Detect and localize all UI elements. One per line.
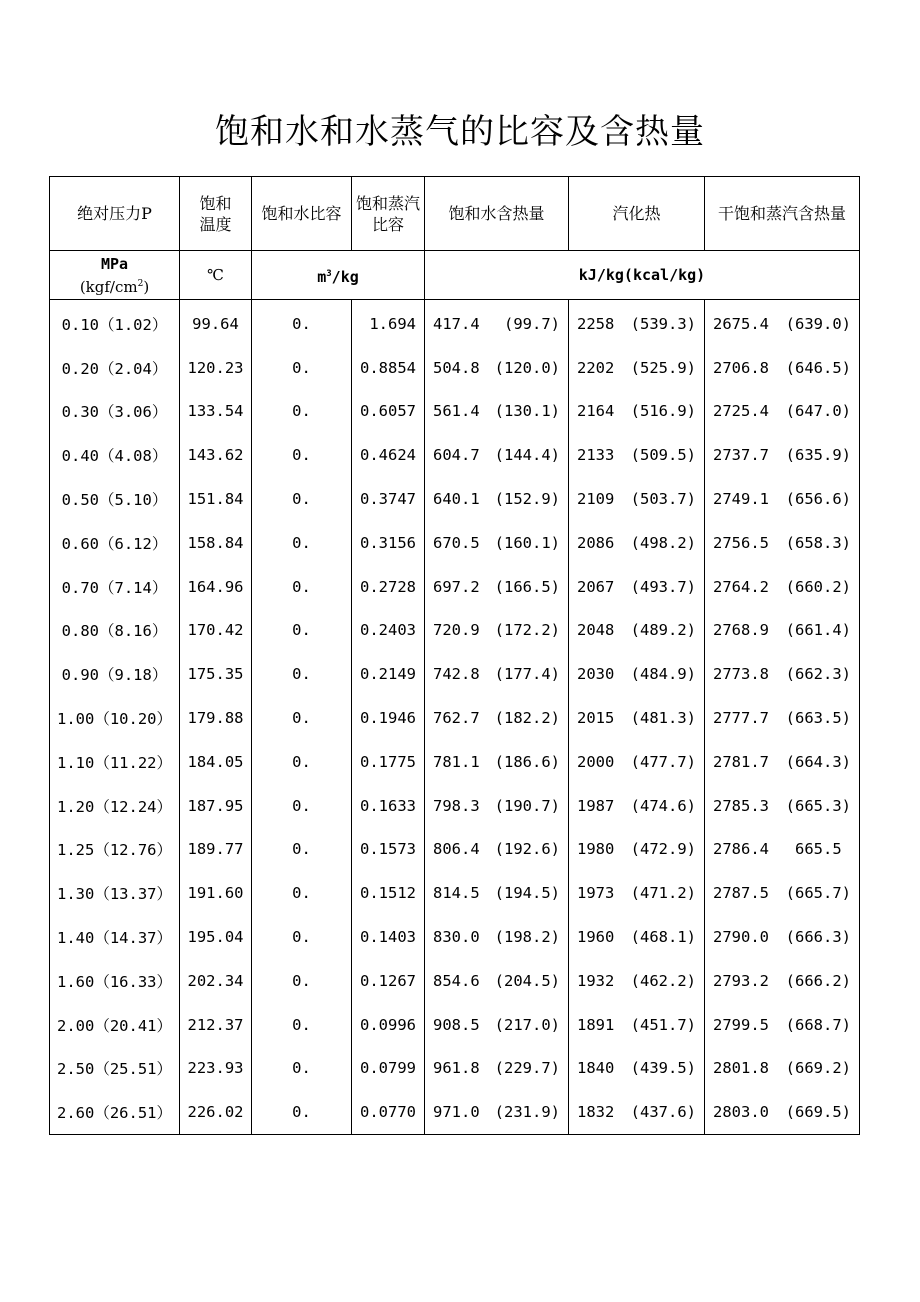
header-water-volume: 饱和水比容 [252,177,352,251]
cell-pressure: 0.20（2.04） [50,346,180,390]
cell-water-volume: 0. [252,300,352,346]
cell-vaporization-kj: 2109 [577,490,615,509]
cell-vaporization-heat [569,652,705,696]
cell-steam-heat-kcal: (663.5) [785,709,851,728]
cell-steam-heat-kj: 2737.7 [713,446,769,465]
cell-pressure: 1.10（11.22） [50,740,180,784]
cell-water-heat [425,696,569,740]
cell-water-heat-kj: 961.8 [433,1059,480,1078]
cell-water-heat-kcal: (166.5) [494,577,560,596]
table-row [50,696,860,740]
cell-water-heat-kcal: (231.9) [494,1103,560,1122]
table-row [50,959,860,1003]
cell-steam-heat-kcal: (661.4) [785,621,851,640]
cell-water-heat-kj: 504.8 [433,358,480,377]
cell-steam-volume: 0.0996 [352,1003,425,1047]
cell-vaporization-kj: 2030 [577,665,615,684]
unit-volume-pre: m [317,267,327,286]
cell-vaporization-heat [569,871,705,915]
cell-vaporization-heat [569,740,705,784]
cell-temperature: 179.88 [180,696,252,740]
cell-water-heat-kcal: (194.5) [494,884,560,903]
table-row [50,1047,860,1091]
table-row [50,433,860,477]
cell-steam-volume: 0.3747 [352,477,425,521]
cell-steam-heat [705,346,860,390]
cell-steam-heat [705,1047,860,1091]
table-row [50,652,860,696]
cell-water-volume: 0. [252,1003,352,1047]
cell-water-volume: 0. [252,784,352,828]
cell-water-heat [425,433,569,477]
header-vaporization-heat: 汽化热 [569,177,705,251]
cell-vaporization-heat [569,609,705,653]
cell-water-heat-kj: 814.5 [433,884,480,903]
cell-vaporization-heat [569,1047,705,1091]
cell-water-heat [425,740,569,784]
header-water-heat: 饱和水含热量 [425,177,569,251]
cell-vaporization-heat [569,915,705,959]
cell-steam-volume: 0.3156 [352,521,425,565]
table-row [50,915,860,959]
unit-pressure-pre: (kgf/cm [79,277,138,296]
cell-water-volume: 0. [252,740,352,784]
cell-vaporization-heat [569,959,705,1003]
cell-steam-heat [705,652,860,696]
table-row [50,565,860,609]
cell-vaporization-kj: 2015 [577,709,615,728]
cell-pressure: 0.60（6.12） [50,521,180,565]
cell-steam-heat-kj: 2773.8 [713,665,769,684]
cell-vaporization-kcal: (451.7) [630,1015,696,1034]
cell-temperature: 189.77 [180,828,252,872]
cell-steam-heat [705,477,860,521]
cell-vaporization-heat [569,1003,705,1047]
cell-pressure: 0.50（5.10） [50,477,180,521]
cell-vaporization-heat [569,696,705,740]
cell-temperature: 226.02 [180,1090,252,1134]
cell-water-volume: 0. [252,565,352,609]
table-row [50,740,860,784]
cell-water-volume: 0. [252,609,352,653]
cell-steam-heat-kcal: (646.5) [785,358,851,377]
cell-vaporization-kj: 2202 [577,358,615,377]
cell-steam-heat-kcal: (665.7) [785,884,851,903]
cell-steam-heat-kj: 2768.9 [713,621,769,640]
cell-steam-volume: 0.0770 [352,1090,425,1134]
cell-vaporization-kcal: (509.5) [630,446,696,465]
cell-temperature: 195.04 [180,915,252,959]
unit-temperature [180,251,252,300]
cell-vaporization-kj: 2258 [577,314,615,333]
cell-water-heat [425,1047,569,1091]
cell-vaporization-heat [569,390,705,434]
unit-pressure-bottom [50,274,179,297]
cell-pressure: 0.40（4.08） [50,433,180,477]
unit-volume-post: /kg [331,267,359,286]
cell-water-heat-kj: 908.5 [433,1015,480,1034]
cell-vaporization-kcal: (439.5) [630,1059,696,1078]
cell-temperature: 202.34 [180,959,252,1003]
cell-steam-heat [705,696,860,740]
cell-steam-volume: 0.6057 [352,390,425,434]
cell-water-heat-kcal: (182.2) [494,709,560,728]
page-title: 饱和水和水蒸气的比容及含热量 [215,112,705,152]
cell-water-heat-kcal: (190.7) [494,796,560,815]
table-row [50,784,860,828]
cell-vaporization-kcal: (477.7) [630,752,696,771]
cell-pressure: 1.60（16.33） [50,959,180,1003]
cell-water-heat-kj: 604.7 [433,446,480,465]
cell-water-volume: 0. [252,346,352,390]
cell-water-volume: 0. [252,521,352,565]
cell-water-volume: 0. [252,915,352,959]
cell-water-heat-kcal: (130.1) [494,402,560,421]
cell-vaporization-kj: 1960 [577,928,615,947]
cell-steam-heat-kj: 2790.0 [713,928,769,947]
cell-water-heat-kcal: (160.1) [494,533,560,552]
cell-water-heat-kcal: (120.0) [494,358,560,377]
cell-steam-heat-kcal: (666.3) [785,928,851,947]
cell-vaporization-heat [569,1090,705,1134]
cell-steam-heat-kj: 2793.2 [713,971,769,990]
cell-steam-heat [705,521,860,565]
cell-pressure: 0.70（7.14） [50,565,180,609]
cell-vaporization-kj: 1840 [577,1059,615,1078]
cell-water-volume: 0. [252,652,352,696]
cell-water-heat [425,871,569,915]
cell-water-heat [425,828,569,872]
cell-vaporization-kcal: (484.9) [630,665,696,684]
cell-steam-heat-kcal: (669.2) [785,1059,851,1078]
cell-steam-heat-kcal: (664.3) [785,752,851,771]
cell-steam-volume: 1.694 [352,300,425,346]
table-row [50,521,860,565]
cell-vaporization-kcal: (471.2) [630,884,696,903]
cell-steam-heat-kj: 2706.8 [713,358,769,377]
cell-steam-heat [705,828,860,872]
table-row [50,828,860,872]
cell-vaporization-kj: 1832 [577,1103,615,1122]
cell-steam-heat [705,959,860,1003]
cell-water-volume: 0. [252,1090,352,1134]
cell-steam-heat-kj: 2799.5 [713,1015,769,1034]
cell-water-heat-kj: 781.1 [433,752,480,771]
cell-vaporization-kj: 1980 [577,840,615,859]
cell-steam-heat [705,784,860,828]
cell-pressure: 2.00（20.41） [50,1003,180,1047]
cell-vaporization-heat [569,521,705,565]
cell-temperature: 175.35 [180,652,252,696]
cell-vaporization-kcal: (462.2) [630,971,696,990]
cell-water-volume: 0. [252,433,352,477]
cell-water-heat [425,477,569,521]
cell-steam-heat-kcal: 665.5 [795,840,851,859]
cell-water-heat-kj: 742.8 [433,665,480,684]
cell-water-heat [425,565,569,609]
cell-water-heat-kj: 971.0 [433,1103,480,1122]
cell-water-heat-kcal: (186.6) [494,752,560,771]
cell-water-heat-kj: 640.1 [433,490,480,509]
cell-steam-heat-kcal: (660.2) [785,577,851,596]
cell-water-heat-kcal: (144.4) [494,446,560,465]
table-row [50,609,860,653]
cell-vaporization-kj: 2086 [577,533,615,552]
cell-steam-heat [705,740,860,784]
cell-steam-heat-kcal: (639.0) [785,314,851,333]
cell-water-heat-kcal: (204.5) [494,971,560,990]
cell-water-heat-kcal: (229.7) [494,1059,560,1078]
cell-water-heat [425,652,569,696]
unit-pressure [50,251,180,300]
cell-water-heat [425,346,569,390]
cell-pressure: 1.30（13.37） [50,871,180,915]
cell-temperature: 223.93 [180,1047,252,1091]
cell-steam-heat-kj: 2787.5 [713,884,769,903]
cell-pressure: 1.20（12.24） [50,784,180,828]
table-row [50,346,860,390]
cell-water-heat [425,1003,569,1047]
header-pressure: 绝对压力P [50,177,180,251]
cell-water-heat-kcal: (217.0) [494,1015,560,1034]
cell-vaporization-kj: 2133 [577,446,615,465]
cell-water-heat-kcal: (172.2) [494,621,560,640]
header-steam-heat: 干饱和蒸汽含热量 [705,177,860,251]
table-row [50,1003,860,1047]
cell-temperature: 164.96 [180,565,252,609]
cell-water-volume: 0. [252,477,352,521]
cell-steam-volume: 0.2149 [352,652,425,696]
cell-vaporization-heat [569,433,705,477]
cell-pressure: 2.60（26.51） [50,1090,180,1134]
cell-vaporization-kj: 2164 [577,402,615,421]
cell-steam-heat-kcal: (635.9) [785,446,851,465]
unit-row [50,251,860,300]
cell-water-heat [425,959,569,1003]
cell-vaporization-heat [569,346,705,390]
cell-vaporization-kj: 1932 [577,971,615,990]
cell-steam-heat-kj: 2675.4 [713,314,769,333]
cell-steam-heat-kcal: (656.6) [785,490,851,509]
cell-vaporization-heat [569,784,705,828]
cell-vaporization-kcal: (481.3) [630,709,696,728]
cell-water-heat [425,521,569,565]
cell-steam-heat-kj: 2781.7 [713,752,769,771]
cell-vaporization-kcal: (525.9) [630,358,696,377]
table-row [50,1090,860,1134]
cell-vaporization-heat [569,300,705,346]
cell-water-heat-kj: 417.4 [433,314,480,333]
cell-steam-volume: 0.1633 [352,784,425,828]
cell-vaporization-kcal: (498.2) [630,533,696,552]
cell-water-volume: 0. [252,959,352,1003]
cell-temperature: 184.05 [180,740,252,784]
cell-vaporization-kcal: (503.7) [630,490,696,509]
cell-temperature: 133.54 [180,390,252,434]
cell-steam-heat [705,1090,860,1134]
cell-pressure: 0.10（1.02） [50,300,180,346]
cell-temperature: 158.84 [180,521,252,565]
cell-temperature: 151.84 [180,477,252,521]
cell-water-heat-kcal: (198.2) [494,928,560,947]
cell-water-volume: 0. [252,696,352,740]
cell-steam-heat-kj: 2786.4 [713,840,769,859]
cell-water-heat-kcal: (177.4) [494,665,560,684]
cell-steam-volume: 0.8854 [352,346,425,390]
unit-pressure-top: MPa [100,254,129,273]
cell-vaporization-kj: 2067 [577,577,615,596]
cell-water-heat-kcal: (99.7) [504,314,560,333]
table-row [50,300,860,346]
cell-vaporization-heat [569,477,705,521]
cell-steam-heat-kcal: (668.7) [785,1015,851,1034]
cell-vaporization-kj: 1987 [577,796,615,815]
cell-vaporization-kcal: (474.6) [630,796,696,815]
cell-steam-volume: 0.1775 [352,740,425,784]
cell-steam-volume: 0.4624 [352,433,425,477]
cell-vaporization-kcal: (437.6) [630,1103,696,1122]
cell-vaporization-kcal: (539.3) [630,314,696,333]
cell-steam-volume: 0.1403 [352,915,425,959]
cell-steam-heat-kcal: (666.2) [785,971,851,990]
cell-pressure: 0.90（9.18） [50,652,180,696]
cell-steam-volume: 0.2728 [352,565,425,609]
cell-steam-volume: 0.1946 [352,696,425,740]
cell-water-heat-kcal: (152.9) [494,490,560,509]
cell-temperature: 170.42 [180,609,252,653]
cell-water-heat [425,915,569,959]
cell-steam-volume: 0.1512 [352,871,425,915]
cell-temperature: 99.64 [180,300,252,346]
cell-temperature: 212.37 [180,1003,252,1047]
cell-steam-volume: 0.2403 [352,609,425,653]
cell-steam-heat [705,915,860,959]
cell-pressure: 1.40（14.37） [50,915,180,959]
unit-volume-sup: 3 [326,268,332,279]
cell-pressure: 0.30（3.06） [50,390,180,434]
cell-steam-volume: 0.1267 [352,959,425,1003]
cell-water-heat-kj: 670.5 [433,533,480,552]
cell-steam-heat-kj: 2756.5 [713,533,769,552]
cell-steam-heat-kj: 2777.7 [713,709,769,728]
cell-steam-heat-kcal: (647.0) [785,402,851,421]
header-temperature: 饱和温度 [180,177,252,251]
cell-steam-heat [705,565,860,609]
cell-vaporization-kcal: (493.7) [630,577,696,596]
cell-water-volume: 0. [252,1047,352,1091]
steam-table [49,176,860,1135]
cell-temperature: 191.60 [180,871,252,915]
cell-steam-heat [705,609,860,653]
cell-water-heat [425,390,569,434]
cell-water-volume: 0. [252,390,352,434]
cell-steam-heat-kcal: (658.3) [785,533,851,552]
cell-pressure: 0.80（8.16） [50,609,180,653]
cell-water-heat [425,609,569,653]
cell-water-heat [425,784,569,828]
cell-vaporization-kcal: (472.9) [630,840,696,859]
cell-pressure: 2.50（25.51） [50,1047,180,1091]
header-row [50,177,860,251]
cell-temperature: 187.95 [180,784,252,828]
cell-water-heat-kj: 762.7 [433,709,480,728]
cell-water-heat [425,300,569,346]
unit-volume [252,251,425,300]
cell-steam-heat-kj: 2749.1 [713,490,769,509]
cell-vaporization-heat [569,565,705,609]
unit-temperature-text: ℃ [207,266,224,284]
cell-steam-heat-kcal: (669.5) [785,1103,851,1122]
cell-steam-heat [705,871,860,915]
cell-steam-volume: 0.0799 [352,1047,425,1091]
cell-steam-heat-kj: 2803.0 [713,1103,769,1122]
cell-vaporization-kj: 1891 [577,1015,615,1034]
cell-temperature: 143.62 [180,433,252,477]
cell-steam-heat-kj: 2764.2 [713,577,769,596]
cell-pressure: 1.00（10.20） [50,696,180,740]
cell-steam-heat-kj: 2725.4 [713,402,769,421]
cell-water-heat-kj: 806.4 [433,840,480,859]
cell-water-heat-kcal: (192.6) [494,840,560,859]
table-row [50,871,860,915]
cell-water-heat-kj: 697.2 [433,577,480,596]
cell-vaporization-heat [569,828,705,872]
cell-water-heat-kj: 561.4 [433,402,480,421]
cell-steam-heat-kj: 2801.8 [713,1059,769,1078]
table-row [50,477,860,521]
cell-water-heat-kj: 720.9 [433,621,480,640]
cell-water-volume: 0. [252,828,352,872]
cell-steam-heat [705,433,860,477]
unit-heat: kJ/kg(kcal/kg) [425,251,860,300]
cell-vaporization-kj: 2000 [577,752,615,771]
cell-vaporization-kcal: (516.9) [630,402,696,421]
cell-temperature: 120.23 [180,346,252,390]
cell-water-volume: 0. [252,871,352,915]
cell-steam-heat-kj: 2785.3 [713,796,769,815]
unit-pressure-post: ) [143,277,150,296]
cell-steam-volume: 0.1573 [352,828,425,872]
cell-steam-heat [705,1003,860,1047]
cell-water-heat-kj: 798.3 [433,796,480,815]
cell-vaporization-kj: 1973 [577,884,615,903]
cell-steam-heat-kcal: (665.3) [785,796,851,815]
cell-steam-heat [705,300,860,346]
cell-steam-heat [705,390,860,434]
table-row [50,390,860,434]
header-steam-volume: 饱和蒸汽 比容 [352,177,425,251]
cell-vaporization-kj: 2048 [577,621,615,640]
table-body [50,300,860,1135]
cell-vaporization-kcal: (489.2) [630,621,696,640]
cell-steam-heat-kcal: (662.3) [785,665,851,684]
unit-pressure-sup: 2 [137,278,144,289]
cell-pressure: 1.25（12.76） [50,828,180,872]
cell-vaporization-kcal: (468.1) [630,928,696,947]
cell-water-heat-kj: 830.0 [433,928,480,947]
cell-water-heat [425,1090,569,1134]
cell-water-heat-kj: 854.6 [433,971,480,990]
